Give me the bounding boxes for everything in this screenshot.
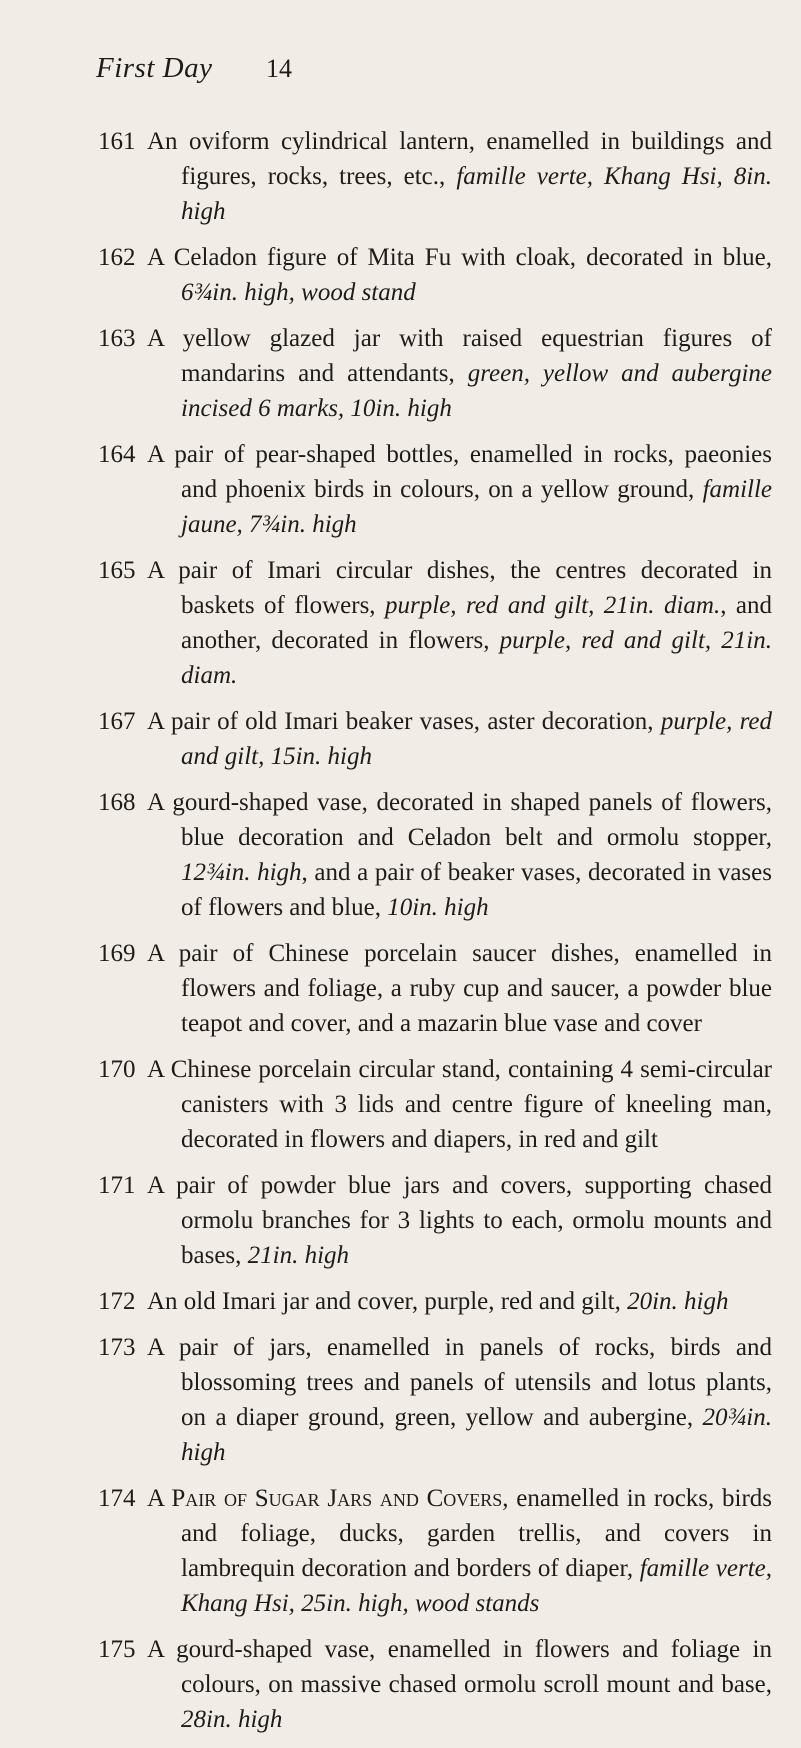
lot-description-text: A yellow glazed jar with raised equestrian figures of mandarins and attendants,: [147, 325, 772, 387]
lot-description: [147, 704, 772, 774]
lot-number: 162: [98, 244, 136, 271]
lot-description-italic: purple, red and gilt, 21in. diam.: [385, 592, 721, 619]
lot-description: [147, 1284, 772, 1319]
lot-description-text: An old Imari jar and cover, purple, red and gilt,: [147, 1288, 628, 1315]
lot-entry: [0, 1168, 801, 1273]
lot-description-italic: 20in. high: [627, 1288, 729, 1315]
lot-description: [147, 124, 772, 229]
lot-entry: [0, 1632, 801, 1737]
lot-description-text: A pair of old Imari beaker vases, aster decoration,: [147, 708, 661, 735]
lot-description-italic: purple, red and gilt, 21in. diam.: [181, 627, 772, 689]
lot-description-text: A pair of pear-shaped bottles, enamelled in rocks, paeonies and phoenix birds in colours, on a yellow ground,: [147, 441, 772, 503]
lot-description-italic: famille jaune, 7¾in. high: [181, 476, 772, 538]
lot-entry: [0, 1052, 801, 1157]
lot-entry: [0, 124, 801, 229]
lot-entry: [0, 1330, 801, 1470]
lot-description-italic: 28in. high: [181, 1706, 283, 1733]
lot-description-italic: famille verte, Khang Hsi, 25in. high, wood stands: [181, 1555, 772, 1617]
lot-description-italic: 12¾in. high: [181, 859, 302, 886]
lot-number: 170: [98, 1056, 136, 1083]
running-head: [96, 52, 656, 82]
lot-description-italic: 21in. high: [247, 1242, 350, 1269]
lot-description-text: A pair of powder blue jars and covers, supporting chased ormolu branches for 3 lights to each, ormolu mounts and bases,: [147, 1172, 772, 1269]
lot-description: [147, 437, 772, 542]
lot-description-text: A: [147, 1485, 172, 1512]
lot-number: 175: [98, 1636, 136, 1663]
lot-description: [147, 1052, 772, 1157]
lot-description: [147, 1330, 772, 1470]
lot-description-text: An oviform cylindrical lantern, enamelled in buildings and figures, rocks, trees, etc.,: [147, 128, 772, 190]
lot-number: 171: [98, 1172, 136, 1199]
lot-number: 173: [98, 1334, 136, 1361]
lot-description-text: , and another, decorated in flowers,: [181, 592, 772, 654]
lot-description-text: , enamelled in rocks, birds and foliage, ducks, garden trellis, and covers in lambrequin decoration and borders of diaper,: [181, 1485, 772, 1582]
lot-description-text: A pair of Imari circular dishes, the centres decorated in baskets of flowers,: [147, 557, 772, 619]
lot-number: 174: [98, 1485, 136, 1512]
lot-description: [147, 1168, 772, 1273]
lot-description: [147, 936, 772, 1041]
lot-number: 165: [98, 557, 136, 584]
lot-description: [147, 1481, 772, 1621]
lot-description-italic: green, yellow and aubergine incised 6 marks, 10in. high: [181, 360, 772, 422]
lot-number: 164: [98, 441, 136, 468]
lot-entry: [0, 936, 801, 1041]
lot-description-italic: 10in. high: [387, 894, 489, 921]
lot-description-italic: 20¾in. high: [181, 1404, 772, 1466]
lot-entry: [0, 240, 801, 310]
lot-description-text: A Celadon figure of Mita Fu with cloak, decorated in blue,: [147, 244, 772, 271]
lot-description-text: A gourd-shaped vase, decorated in shaped panels of flowers, blue decoration and Celadon belt and ormolu stopper,: [147, 789, 772, 851]
lot-number: 172: [98, 1288, 136, 1315]
lot-number: 161: [98, 128, 136, 155]
lot-description-text: A Chinese porcelain circular stand, containing 4 semi-circular canisters with 3 lids and centre figure of kneeling man, decorated in flowers and diapers, in red and gilt: [147, 1056, 772, 1153]
lot-entry: [0, 785, 801, 925]
lot-list: [0, 124, 801, 1748]
lot-description-italic: famille verte, Khang Hsi, 8in. high: [181, 163, 772, 225]
lot-number: 168: [98, 789, 136, 816]
lot-number: 163: [98, 325, 136, 352]
lot-description-text: , and a pair of beaker vases, decorated in vases of flowers and blue,: [181, 859, 772, 921]
lot-description: [147, 1632, 772, 1737]
lot-entry: [0, 704, 801, 774]
lot-description: [147, 785, 772, 925]
lot-number: 169: [98, 940, 136, 967]
lot-description: [147, 240, 772, 310]
page-number: 14: [266, 54, 292, 83]
page-title: First Day: [96, 52, 213, 84]
lot-number: 167: [98, 708, 136, 735]
lot-description: [147, 553, 772, 693]
lot-entry: [0, 1284, 801, 1319]
lot-description-smallcaps: Pair of Sugar Jars and Covers: [171, 1485, 503, 1512]
lot-description-text: A pair of Chinese porcelain saucer dishes, enamelled in flowers and foliage, a ruby cup and saucer, a powder blue teapot and cover, and a mazarin blue vase and cover: [147, 940, 772, 1037]
lot-description-text: A gourd-shaped vase, enamelled in flowers and foliage in colours, on massive chased ormolu scroll mount and base,: [147, 1636, 772, 1698]
lot-entry: [0, 1481, 801, 1621]
lot-description: [147, 321, 772, 426]
lot-description-italic: purple, red and gilt, 15in. high: [181, 708, 772, 770]
lot-entry: [0, 321, 801, 426]
lot-entry: [0, 437, 801, 542]
lot-description-italic: 6¾in. high, wood stand: [181, 279, 416, 306]
lot-entry: [0, 553, 801, 693]
lot-description-text: A pair of jars, enamelled in panels of rocks, birds and blossoming trees and panels of utensils and lotus plants, on a diaper ground, green, yellow and aubergine,: [147, 1334, 772, 1431]
